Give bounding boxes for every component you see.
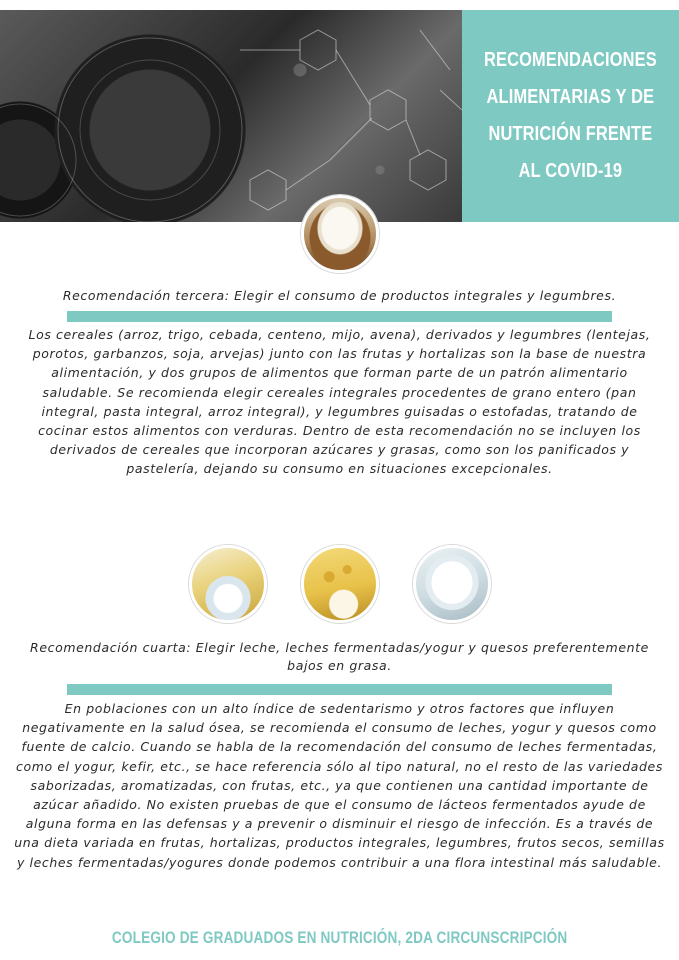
- page-title: RECOMENDACIONES ALIMENTARIAS Y DE NUTRICIÓN FRENTE AL COVID-19: [484, 49, 657, 182]
- footer-credit: [0, 928, 679, 948]
- flour-bowl-photo: [301, 195, 379, 273]
- milk-glass-photo: [413, 545, 491, 623]
- molecule-pattern: [0, 10, 462, 222]
- yogurt-cheese-photo: [189, 545, 267, 623]
- rec4-body: En poblaciones con un alto índice de sedentarismo y otros factores que influyen negativamente en la salud ósea, se recomienda el consumo de leches, yogur y quesos como fuente de calcio. Cuando se habla de la recomendación del consumo de leches fermentadas, como el yogur, kefir, etc., se hace referencia sólo al tipo natural, no el resto de las variedades saborizadas, aromatizadas, con frutas, etc., ya que contienen una cantidad importante de azúcar añadido. No existen pruebas de que el consumo de lácteos fermentados ayude de alguna forma en las defensas y a prevenir o disminuir el riesgo de infección. Es a través de una dieta variada en frutas, hortalizas, productos integrales, legumbres, frutos secos, semillas y leches fermentadas/yogures donde podemos contribuir a una flora intestinal más saludable.: [14, 701, 665, 870]
- footer-text: COLEGIO DE GRADUADOS EN NUTRICIÓN, 2DA CIRCUNSCRIPCIÓN: [111, 928, 568, 947]
- cheese-photo: [301, 545, 379, 623]
- rec3-body: Los cereales (arroz, trigo, cebada, centeno, mijo, avena), derivados y legumbres (lentejas, porotos, garbanzos, soja, arvejas) junto con las frutas y hortalizas son la base de nuestra alimentación, y dos grupos de alimentos que forman parte de un patrón alimentario saludable. Se recomienda elegir cereales integrales procedentes de grano entero (pan integral, pasta integral, arroz integral), y legumbres guisadas o estofadas, tratando de cocinar estos alimentos con verduras. Dentro de esta recomendación no se incluyen los derivados de cereales que incorporan azúcares y grasas, como son los panificados y pastelería, dejando su consumo en situaciones excepcionales.: [28, 327, 651, 477]
- title-panel: [462, 10, 679, 222]
- hero-virus-image: [0, 10, 462, 222]
- rec4-heading: Recomendación cuarta: Elegir leche, leches fermentadas/yogur y quesos preferentemente bajos en grasa.: [30, 640, 649, 673]
- rec4-divider-bar: [67, 684, 612, 695]
- rec3-heading: Recomendación tercera: Elegir el consumo de productos integrales y legumbres.: [62, 288, 617, 303]
- rec3-divider-bar: [67, 311, 612, 322]
